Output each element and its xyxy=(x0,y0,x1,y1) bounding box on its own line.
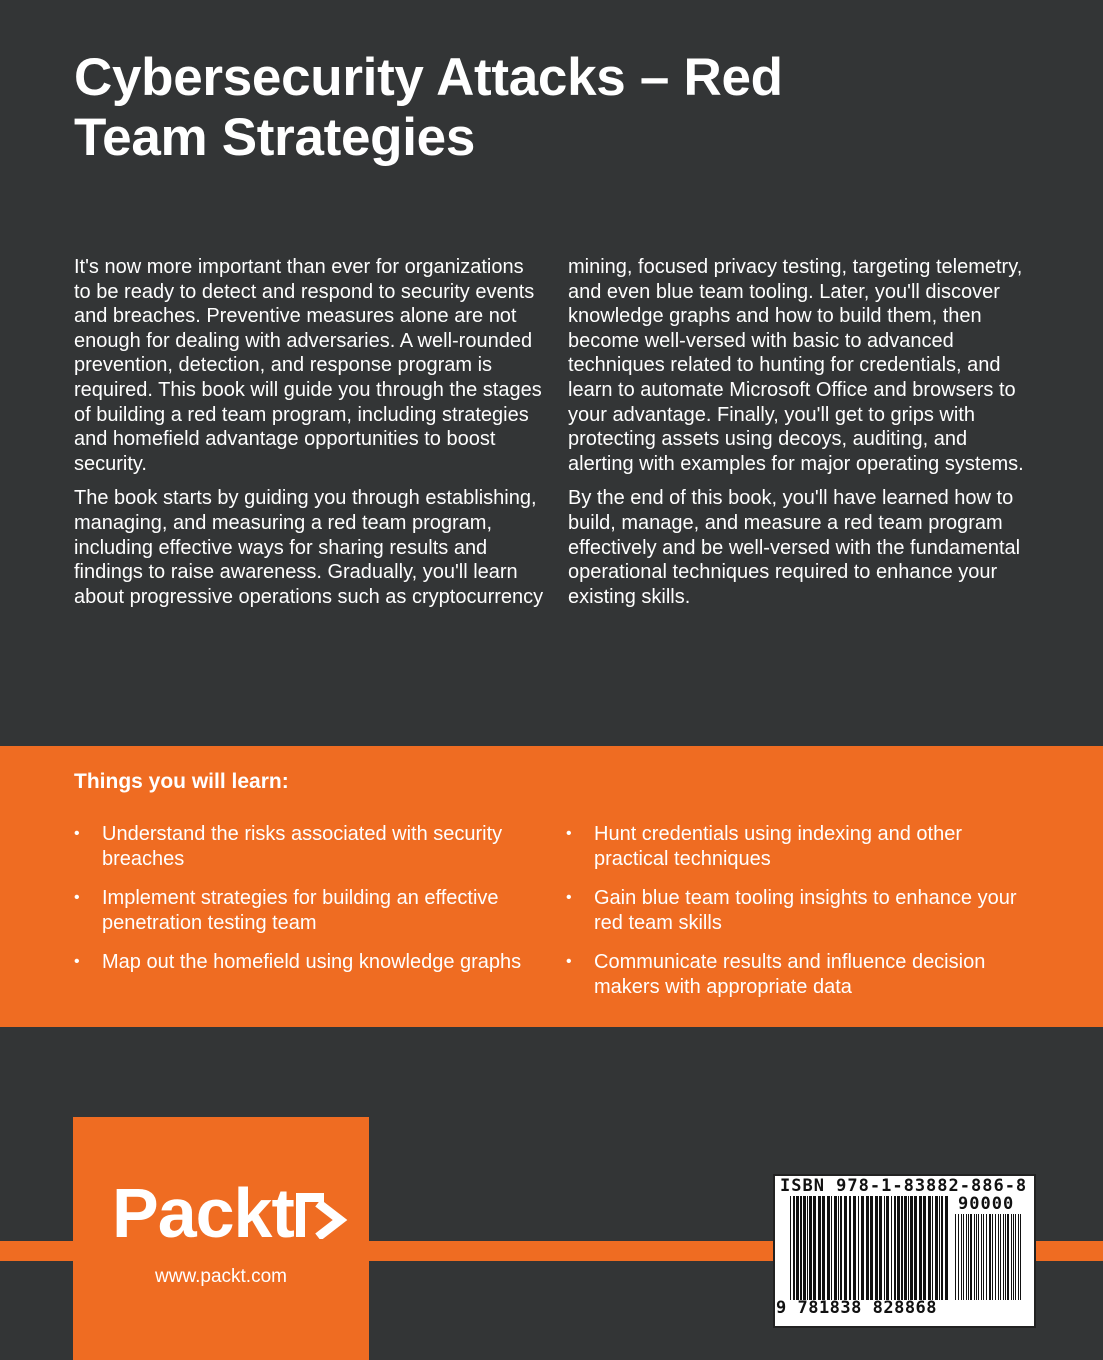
barcode-bar xyxy=(986,1214,987,1300)
barcode-bar xyxy=(875,1196,878,1300)
barcode-bar xyxy=(914,1196,917,1300)
barcode-bar xyxy=(796,1196,799,1300)
barcode-bar xyxy=(834,1196,837,1300)
barcode-bar xyxy=(970,1214,972,1300)
barcode-bar xyxy=(992,1214,993,1300)
barcode-bar xyxy=(928,1196,931,1300)
description-paragraph: It's now more important than ever for organizations to be ready to detect and respond to security events and breaches. Preventive measures alone are not enough for dealing with adversaries. A well-rounded prevention, detection, and response program is required. This book will guide you through the stages of building a red team program, including strategies and homefield advantage opportunities to boost security. xyxy=(74,256,542,475)
learn-heading: Things you will learn: xyxy=(74,770,289,793)
barcode-bar xyxy=(1018,1214,1019,1300)
barcode-bar xyxy=(858,1196,859,1300)
barcode-bar xyxy=(879,1196,882,1300)
barcode-bar xyxy=(886,1196,889,1300)
barcode-bar xyxy=(827,1196,830,1300)
barcode-bar xyxy=(904,1196,907,1300)
barcode-bar xyxy=(809,1196,812,1300)
learn-item-text: Understand the risks associated with security breaches xyxy=(102,823,503,870)
barcode-bar xyxy=(853,1196,856,1300)
barcode-bar xyxy=(945,1196,948,1300)
bullet-icon: • xyxy=(566,825,572,842)
barcode-bar xyxy=(861,1196,864,1300)
barcode-bar xyxy=(955,1214,956,1300)
barcode-bar xyxy=(941,1196,943,1300)
barcode-bar xyxy=(935,1196,938,1300)
bullet-icon: • xyxy=(74,953,80,970)
barcode-bar xyxy=(866,1196,869,1300)
barcode-bar xyxy=(849,1196,851,1300)
barcode-bar xyxy=(803,1196,806,1300)
bullet-icon: • xyxy=(74,825,80,842)
learn-item xyxy=(74,822,534,886)
barcode-bar xyxy=(884,1196,885,1300)
learn-item-text: Gain blue team tooling insights to enhance your red team skills xyxy=(594,887,1017,934)
learn-item-text: Communicate results and influence decision makers with appropriate data xyxy=(594,951,986,998)
barcode-bar xyxy=(840,1196,842,1300)
barcode-bar xyxy=(989,1214,991,1300)
barcode-bar xyxy=(807,1196,808,1300)
description-right-column xyxy=(568,255,1038,619)
learn-item-text: Map out the homefield using knowledge graphs xyxy=(102,951,522,973)
barcode-bar xyxy=(818,1196,821,1300)
learn-list-left xyxy=(74,822,534,1014)
barcode-bar xyxy=(790,1196,791,1300)
isbn-label: ISBN 978-1-83882-886-8 xyxy=(780,1176,1028,1196)
barcode-bar xyxy=(1003,1214,1004,1300)
barcode-bar xyxy=(995,1214,996,1300)
learn-item xyxy=(566,950,1026,1014)
barcode-bar xyxy=(831,1196,832,1300)
learn-item xyxy=(74,950,534,1014)
barcode-bar xyxy=(961,1214,962,1300)
barcode-bar xyxy=(919,1196,922,1300)
barcode-bar xyxy=(1015,1214,1016,1300)
barcode-bar xyxy=(939,1196,940,1300)
barcode-bar xyxy=(976,1214,977,1300)
barcode-bar xyxy=(844,1196,847,1300)
barcode-bar xyxy=(822,1196,825,1300)
bullet-icon: • xyxy=(566,953,572,970)
barcode-bar xyxy=(1011,1214,1012,1300)
barcode-bar xyxy=(963,1214,964,1300)
learn-item-text: Implement strategies for building an effective penetration testing team xyxy=(102,887,499,934)
barcode-bar xyxy=(908,1196,909,1300)
barcode-bar xyxy=(974,1214,975,1300)
barcode-bar xyxy=(897,1196,900,1300)
barcode-bar xyxy=(1020,1214,1021,1300)
description-paragraph: The book starts by guiding you through establishing, managing, and measuring a red team program, including effective ways for sharing results and findings to raise awareness. Gradually, you'll learn about progressive operations such as cryptocurrency xyxy=(74,487,544,608)
price-code: 90000 xyxy=(958,1194,1015,1214)
book-title: Cybersecurity Attacks – Red Team Strategies xyxy=(74,48,783,167)
publisher-logo xyxy=(112,1174,352,1252)
learn-item xyxy=(566,822,1026,886)
barcode-bar xyxy=(894,1196,896,1300)
barcode-bar xyxy=(910,1196,913,1300)
barcode-bar xyxy=(932,1196,933,1300)
barcode-bar xyxy=(901,1196,903,1300)
ean-number: 9 781838 828868 xyxy=(776,1298,938,1318)
barcode-bar xyxy=(958,1214,959,1300)
learn-item xyxy=(74,886,534,950)
barcode-bar xyxy=(1005,1214,1006,1300)
learn-item xyxy=(566,886,1026,950)
barcode-bar xyxy=(981,1214,982,1300)
barcode-bar xyxy=(966,1214,967,1300)
barcode-bar xyxy=(813,1196,816,1300)
barcode-bar xyxy=(891,1196,892,1300)
barcode-bar xyxy=(1007,1214,1009,1300)
barcode-bar xyxy=(800,1196,802,1300)
bullet-icon: • xyxy=(566,889,572,906)
barcode-bar xyxy=(793,1196,795,1300)
barcode-bar xyxy=(923,1196,926,1300)
barcode-bar xyxy=(968,1214,969,1300)
description-paragraph: By the end of this book, you'll have learned how to build, manage, and measure a red team program effectively and be well-versed with the fundamental operational techniques required to enhance your existing skills. xyxy=(568,487,1021,608)
description-left-column xyxy=(74,255,544,619)
barcode-bar xyxy=(1013,1214,1014,1300)
logo-chevron-icon xyxy=(294,1183,352,1239)
barcode-addon-bars xyxy=(955,1214,1023,1300)
barcode-bars xyxy=(790,1196,948,1300)
publisher-url: www.packt.com xyxy=(155,1266,287,1287)
learn-item-text: Hunt credentials using indexing and other practical techniques xyxy=(594,823,963,870)
barcode-bar xyxy=(983,1214,984,1300)
barcode-bar xyxy=(978,1214,979,1300)
description-paragraph: mining, focused privacy testing, targeting telemetry, and even blue team tooling. Later, you'll discover knowledge graphs and how to build them, then become well-versed with basic to advanced techniques related to hunting for credentials, and learn to automate Microsoft Office and browsers to your advantage. Finally, you'll get to grips with protecting assets using decoys, auditing, and alerting with examples for major operating systems. xyxy=(568,256,1024,475)
barcode-bar xyxy=(1000,1214,1001,1300)
barcode-bar xyxy=(838,1196,839,1300)
publisher-logo-text: Packt xyxy=(112,1174,294,1252)
barcode-bar xyxy=(998,1214,999,1300)
learn-list-right xyxy=(566,822,1026,1014)
bullet-icon: • xyxy=(74,889,80,906)
barcode-bar xyxy=(870,1196,873,1300)
